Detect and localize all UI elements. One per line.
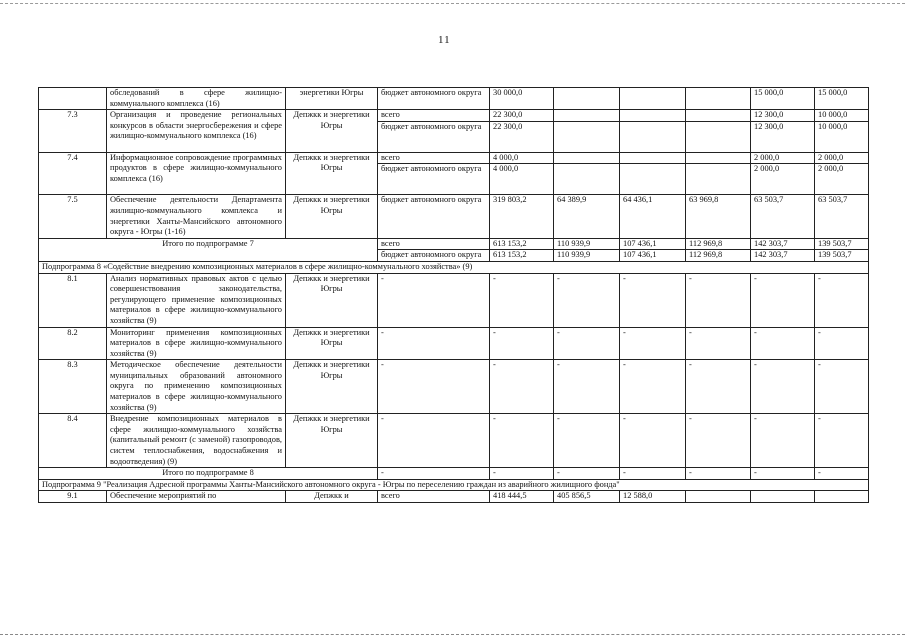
total-value: 4 000,0 — [490, 164, 554, 195]
executor: Депжкк и энергетики Югры — [286, 273, 378, 327]
year5-value: 2 000,0 — [815, 152, 869, 164]
executor: Депжкк и энергетики Югры — [286, 110, 378, 153]
total-value: - — [490, 360, 554, 414]
scan-edge-top — [0, 3, 905, 4]
year4-value — [751, 491, 815, 503]
year3-value — [686, 121, 751, 152]
year1-value: 405 856,5 — [554, 491, 620, 503]
year2-value — [620, 164, 686, 195]
year1-value: 110 939,9 — [554, 250, 620, 262]
year4-value: 142 303,7 — [751, 238, 815, 250]
year5-value: 10 000,0 — [815, 110, 869, 122]
funding-source: бюджет автономного округа — [378, 195, 490, 238]
section-row — [39, 479, 869, 491]
year5-value: - — [815, 273, 869, 327]
funding-source: бюджет автономного округа — [378, 121, 490, 152]
year2-value: 107 436,1 — [620, 250, 686, 262]
year3-value: - — [686, 273, 751, 327]
year4-value: 15 000,0 — [751, 88, 815, 110]
year5-value: 10 000,0 — [815, 121, 869, 152]
year2-value: 64 436,1 — [620, 195, 686, 238]
year5-value: - — [815, 327, 869, 360]
subprogram-7-total-label: Итого по подпрограмме 7 — [39, 238, 378, 261]
subtotal-row — [39, 238, 869, 250]
row-number — [39, 88, 107, 110]
total-value: 22 300,0 — [490, 121, 554, 152]
year3-value — [686, 152, 751, 164]
measure-name: Обеспечение деятельности Департамента жилищно-коммунального комплекса и энергетики Ханты-Мансийского автономного округа - Югры (1-16) — [107, 195, 286, 238]
funding-source: - — [378, 468, 490, 480]
funding-source: всего — [378, 491, 490, 503]
table-row — [39, 152, 869, 164]
funding-source: бюджет автономного округа — [378, 88, 490, 110]
measure-name: Анализ нормативных правовых актов с целью совершенствования законодательства, регулирующего применение композиционных материалов в сфере жилищно-коммунального хозяйства (9) — [107, 273, 286, 327]
subprogram-9-heading: Подпрограмма 9 "Реализация Адресной программы Ханты-Мансийского автономного округа - Югры по переселению граждан из аварийного жилищного фонда" — [39, 479, 869, 491]
year4-value: 2 000,0 — [751, 152, 815, 164]
year3-value — [686, 88, 751, 110]
year4-value: 63 503,7 — [751, 195, 815, 238]
year5-value — [815, 491, 869, 503]
total-value: 4 000,0 — [490, 152, 554, 164]
year1-value: - — [554, 327, 620, 360]
measure-name: Мониторинг применения композиционных материалов в сфере жилищно-коммунального хозяйства (9) — [107, 327, 286, 360]
total-value: - — [490, 327, 554, 360]
year2-value — [620, 121, 686, 152]
subprogram-8-heading: Подпрограмма 8 «Содействие внедрению композиционных материалов в сфере жилищно-коммунального хозяйства» (9) — [39, 261, 869, 273]
year4-value: 12 300,0 — [751, 121, 815, 152]
executor: энергетики Югры — [286, 88, 378, 110]
total-value: 613 153,2 — [490, 250, 554, 262]
year4-value: - — [751, 360, 815, 414]
row-number: 8.3 — [39, 360, 107, 414]
year4-value: 142 303,7 — [751, 250, 815, 262]
year5-value: 139 503,7 — [815, 238, 869, 250]
total-value: 613 153,2 — [490, 238, 554, 250]
row-number: 8.1 — [39, 273, 107, 327]
year1-value: - — [554, 414, 620, 468]
year4-value: 12 300,0 — [751, 110, 815, 122]
year3-value: - — [686, 414, 751, 468]
funding-source: бюджет автономного округа — [378, 164, 490, 195]
funding-source: - — [378, 414, 490, 468]
executor: Депжкк и энергетики Югры — [286, 414, 378, 468]
year2-value: - — [620, 414, 686, 468]
year4-value: 2 000,0 — [751, 164, 815, 195]
total-value: 418 444,5 — [490, 491, 554, 503]
table-row — [39, 88, 869, 110]
measure-name: Обеспечение мероприятий по — [107, 491, 286, 503]
row-number: 7.4 — [39, 152, 107, 195]
year3-value — [686, 491, 751, 503]
total-value: - — [490, 273, 554, 327]
year1-value — [554, 152, 620, 164]
table-row — [39, 414, 869, 468]
year1-value: 110 939,9 — [554, 238, 620, 250]
executor: Депжкк и энергетики Югры — [286, 195, 378, 238]
funding-source: - — [378, 327, 490, 360]
year1-value — [554, 88, 620, 110]
funding-source: - — [378, 273, 490, 327]
year5-value: 63 503,7 — [815, 195, 869, 238]
year3-value — [686, 164, 751, 195]
year2-value: - — [620, 360, 686, 414]
row-number: 9.1 — [39, 491, 107, 503]
year3-value: 63 969,8 — [686, 195, 751, 238]
year1-value — [554, 121, 620, 152]
row-number: 8.2 — [39, 327, 107, 360]
year4-value: - — [751, 327, 815, 360]
year2-value — [620, 88, 686, 110]
total-value: 30 000,0 — [490, 88, 554, 110]
year3-value: - — [686, 468, 751, 480]
year5-value: 139 503,7 — [815, 250, 869, 262]
total-value: 22 300,0 — [490, 110, 554, 122]
year2-value — [620, 152, 686, 164]
total-value: 319 803,2 — [490, 195, 554, 238]
year1-value — [554, 110, 620, 122]
year3-value: 112 969,8 — [686, 250, 751, 262]
year2-value: - — [620, 468, 686, 480]
year5-value: - — [815, 468, 869, 480]
year1-value: 64 389,9 — [554, 195, 620, 238]
scan-edge-bottom — [0, 634, 905, 635]
row-number: 7.5 — [39, 195, 107, 238]
year1-value: - — [554, 468, 620, 480]
measure-name: Методическое обеспечение деятельности муниципальных образований автономного округа по применению композиционных материалов в сфере жилищно-коммунального хозяйства (9) — [107, 360, 286, 414]
year2-value: 107 436,1 — [620, 238, 686, 250]
section-row — [39, 261, 869, 273]
executor: Депжкк и энергетики Югры — [286, 152, 378, 195]
total-value: - — [490, 468, 554, 480]
row-number: 8.4 — [39, 414, 107, 468]
year5-value: 2 000,0 — [815, 164, 869, 195]
table-row — [39, 327, 869, 360]
funding-source: всего — [378, 238, 490, 250]
funding-source: всего — [378, 152, 490, 164]
year2-value: - — [620, 273, 686, 327]
measure-name: Внедрение композиционных материалов в сфере жилищно-коммунального хозяйства (капитальный ремонт (с заменой) газопроводов, систем теплоснабжения, водоснабжения и водоотведения) (9) — [107, 414, 286, 468]
year4-value: - — [751, 414, 815, 468]
year4-value: - — [751, 273, 815, 327]
total-value: - — [490, 414, 554, 468]
table-row — [39, 491, 869, 503]
row-number: 7.3 — [39, 110, 107, 153]
year2-value — [620, 110, 686, 122]
funding-source: бюджет автономного округа — [378, 250, 490, 262]
funding-source: - — [378, 360, 490, 414]
year3-value: - — [686, 327, 751, 360]
year2-value: - — [620, 327, 686, 360]
table-row — [39, 195, 869, 238]
subprogram-8-total-label: Итого по подпрограмме 8 — [39, 468, 378, 480]
year5-value: - — [815, 414, 869, 468]
executor: Депжкк и — [286, 491, 378, 503]
measure-name: обследований в сфере жилищно-коммунального комплекса (16) — [107, 88, 286, 110]
year3-value: 112 969,8 — [686, 238, 751, 250]
year2-value: 12 588,0 — [620, 491, 686, 503]
measure-name: Организация и проведение региональных конкурсов в области энергосбережения и сфере жилищно-коммунального комплекса (16) — [107, 110, 286, 153]
year1-value: - — [554, 360, 620, 414]
table-row — [39, 273, 869, 327]
page-number: 11 — [438, 34, 451, 46]
year5-value: 15 000,0 — [815, 88, 869, 110]
executor: Депжкк и энергетики Югры — [286, 360, 378, 414]
year3-value — [686, 110, 751, 122]
executor: Депжкк и энергетики Югры — [286, 327, 378, 360]
year4-value: - — [751, 468, 815, 480]
year3-value: - — [686, 360, 751, 414]
funding-source: всего — [378, 110, 490, 122]
subtotal-row — [39, 468, 869, 480]
year5-value: - — [815, 360, 869, 414]
year1-value: - — [554, 273, 620, 327]
table-row — [39, 360, 869, 414]
program-table — [38, 87, 869, 503]
measure-name: Информационное сопровождение программных продуктов в сфере жилищно-коммунального комплекса (16) — [107, 152, 286, 195]
year1-value — [554, 164, 620, 195]
table-row — [39, 110, 869, 122]
